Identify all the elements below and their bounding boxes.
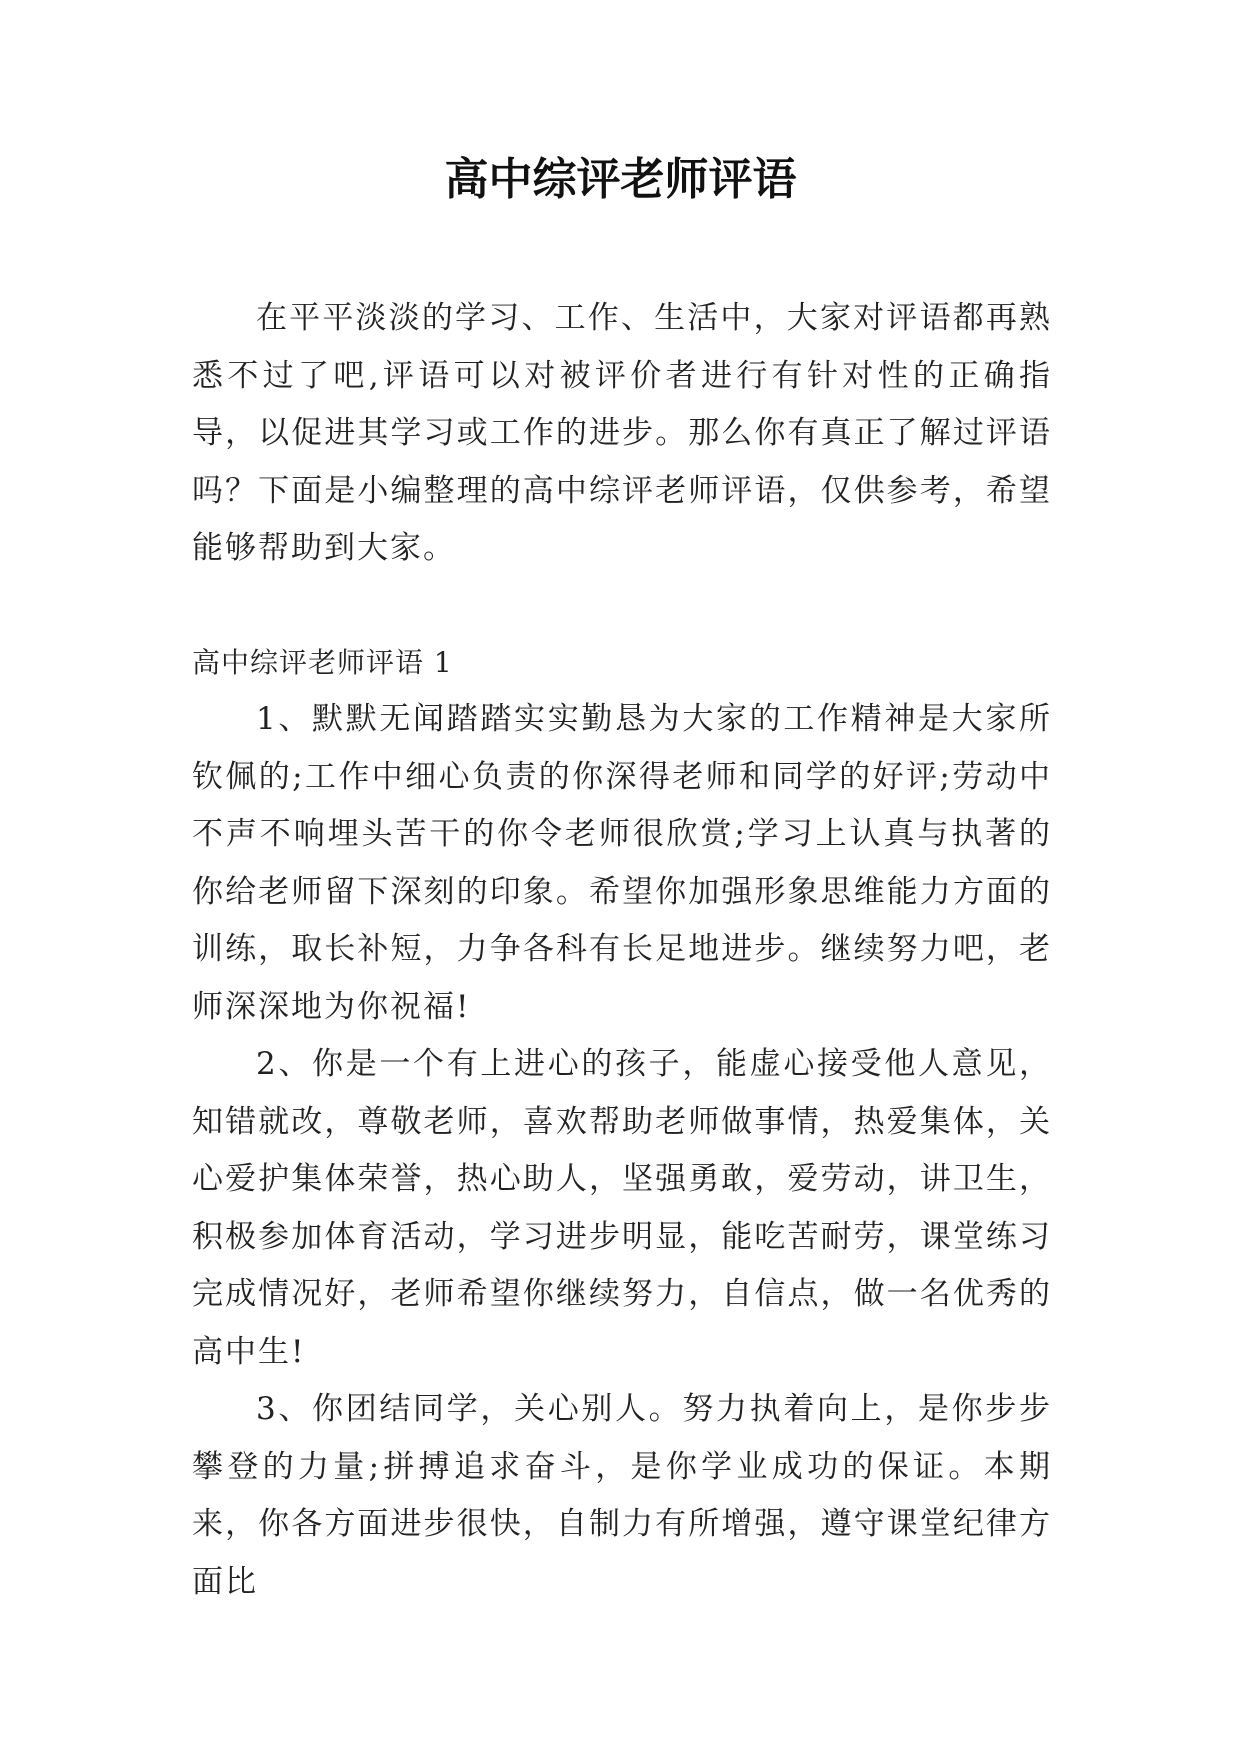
document-title: 高中综评老师评语 — [444, 154, 797, 205]
comment-item-2: 2、你是一个有上进心的孩子，能虚心接受他人意见，知错就改，尊敬老师，喜欢帮助老师做事情，热爱集体，关心爱护集体荣誉，热心助人，坚强勇敢，爱劳动，讲卫生，积极参加体育活动，学习进步明显，能吃苦耐劳，课堂练习完成情况好，老师希望你继续努力，自信点，做一名优秀的高中生! — [192, 1046, 1052, 1370]
section-heading: 高中综评老师评语 1 — [192, 645, 453, 679]
document-body — [192, 290, 1052, 1611]
comment-item-1: 1、默默无闻踏踏实实勤恳为大家的工作精神是大家所钦佩的;工作中细心负责的你深得老师和同学的好评;劳动中不声不响埋头苦干的你令老师很欣赏;学习上认真与执著的你给老师留下深刻的印象。希望你加强形象思维能力方面的训练，取长补短，力争各科有长足地进步。继续努力吧，老师深深地为你祝福! — [192, 701, 1052, 1025]
comment-item-3: 3、你团结同学，关心别人。努力执着向上，是你步步攀登的力量;拼搏追求奋斗，是你学业成功的保证。本期来，你各方面进步很快，自制力有所增强，遵守课堂纪律方面比 — [192, 1391, 1052, 1600]
intro-paragraph: 在平平淡淡的学习、工作、生活中，大家对评语都再熟悉不过了吧,评语可以对被评价者进行有针对性的正确指导，以促进其学习或工作的进步。那么你有真正了解过评语吗？下面是小编整理的高中综评老师评语，仅供参考，希望能够帮助到大家。 — [192, 300, 1052, 566]
